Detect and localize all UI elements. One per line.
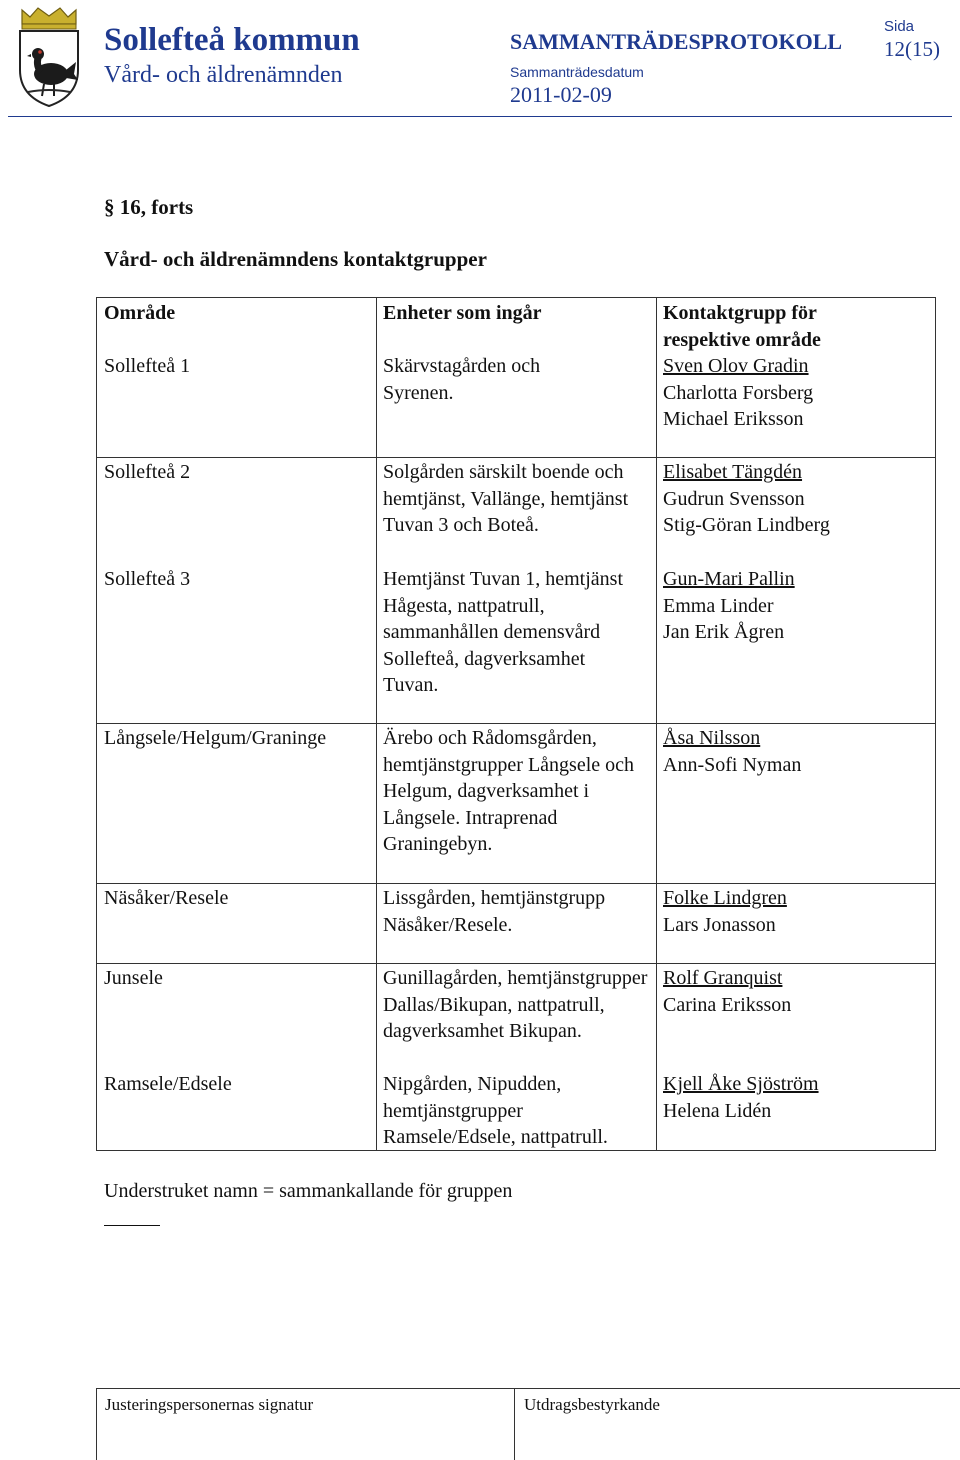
table-row-units: Gunillagården, hemtjänstgrupper Dallas/Bikupan, nattpatrull, dagverksamhet Bikupan.	[383, 967, 648, 1042]
paragraph-number: § 16, forts	[104, 195, 194, 219]
member-name: Jan Erik Ågren	[663, 621, 785, 643]
table-row-area: Sollefteå 3	[104, 568, 191, 590]
table-row-units: Nipgården, Nipudden, hemtjänstgrupper Ramsele/Edsele, nattpatrull.	[383, 1073, 608, 1148]
table-row-area: Långsele/Helgum/Graninge	[104, 727, 327, 749]
committee-name: Vård- och äldrenämnden	[104, 62, 343, 88]
page-number: 12(15)	[884, 37, 940, 61]
row-divider	[97, 457, 935, 458]
table-row-contacts	[663, 965, 933, 1018]
table-row-contacts	[663, 1071, 933, 1124]
page-label: Sida	[884, 18, 915, 35]
table-row-contacts	[663, 353, 933, 433]
convener-name: Elisabet Tängdén	[663, 461, 803, 483]
table-row-units: Hemtjänst Tuvan 1, hemtjänst Hågesta, nattpatrull, sammanhållen demensvård Sollefteå, dagverksamhet Tuvan.	[383, 568, 623, 696]
column-header-units: Enheter som ingår	[383, 302, 542, 324]
meeting-date-label: Sammanträdesdatum	[510, 64, 644, 80]
row-divider	[97, 963, 935, 964]
table-row-contacts	[663, 459, 933, 539]
convener-name: Gun-Mari Pallin	[663, 568, 795, 590]
underline-legend-note: Understruket namn = sammankallande för gruppen	[104, 1180, 513, 1202]
member-name: Charlotta Forsberg	[663, 381, 814, 404]
convener-name: Åsa Nilsson	[663, 727, 761, 749]
table-row-units: Skärvstagården och Syrenen.	[383, 355, 541, 404]
organization-name: Sollefteå kommun	[104, 22, 360, 58]
municipal-crest-icon	[14, 4, 84, 108]
member-name: Ann-Sofi Nyman	[663, 753, 802, 776]
signature-divider	[514, 1389, 515, 1460]
table-row-contacts	[663, 725, 933, 778]
member-name: Emma Linder	[663, 594, 774, 617]
convener-name: Rolf Granquist	[663, 967, 783, 989]
member-name: Michael Eriksson	[663, 408, 804, 430]
convener-name: Kjell Åke Sjöström	[663, 1073, 819, 1095]
column-divider	[376, 298, 377, 1150]
convener-name: Sven Olov Gradin	[663, 355, 809, 377]
adjuster-signature-label: Justeringspersonernas signatur	[105, 1395, 314, 1414]
member-name: Carina Eriksson	[663, 993, 792, 1016]
end-rule	[104, 1225, 160, 1226]
convener-name: Folke Lindgren	[663, 887, 787, 909]
document-type: SAMMANTRÄDESPROTOKOLL	[510, 29, 843, 54]
contact-groups-table	[96, 297, 936, 1151]
table-row-area: Sollefteå 1	[104, 355, 191, 377]
member-name: Lars Jonasson	[663, 913, 776, 936]
table-row-area: Ramsele/Edsele	[104, 1073, 232, 1095]
table-row-units: Ärebo och Rådomsgården, hemtjänstgrupper Långsele och Helgum, dagverksamhet i Långsele. Intraprenad Graningebyn.	[383, 727, 635, 855]
signature-table	[96, 1388, 960, 1460]
column-header-area: Område	[104, 302, 176, 324]
member-name: Stig-Göran Lindberg	[663, 514, 830, 536]
extract-certification-label: Utdragsbestyrkande	[524, 1395, 660, 1414]
row-divider	[97, 723, 935, 724]
table-row-contacts	[663, 566, 933, 646]
meeting-date-value: 2011-02-09	[510, 82, 612, 107]
section-heading: Vård- och äldrenämndens kontaktgrupper	[104, 247, 487, 271]
table-row-area: Näsåker/Resele	[104, 887, 229, 909]
table-row-area: Junsele	[104, 967, 163, 989]
table-row-units: Lissgården, hemtjänstgrupp Näsåker/Resele.	[383, 887, 606, 936]
column-header-contact-group: Kontaktgrupp för respektive område	[663, 302, 821, 351]
member-name: Gudrun Svensson	[663, 487, 805, 510]
row-divider	[97, 883, 935, 884]
table-row-area: Sollefteå 2	[104, 461, 191, 483]
table-row-contacts	[663, 885, 933, 938]
column-divider	[656, 298, 657, 1150]
table-row-units: Solgården särskilt boende och hemtjänst, Vallänge, hemtjänst Tuvan 3 och Boteå.	[383, 461, 629, 536]
header-divider	[8, 116, 952, 117]
member-name: Helena Lidén	[663, 1099, 772, 1122]
